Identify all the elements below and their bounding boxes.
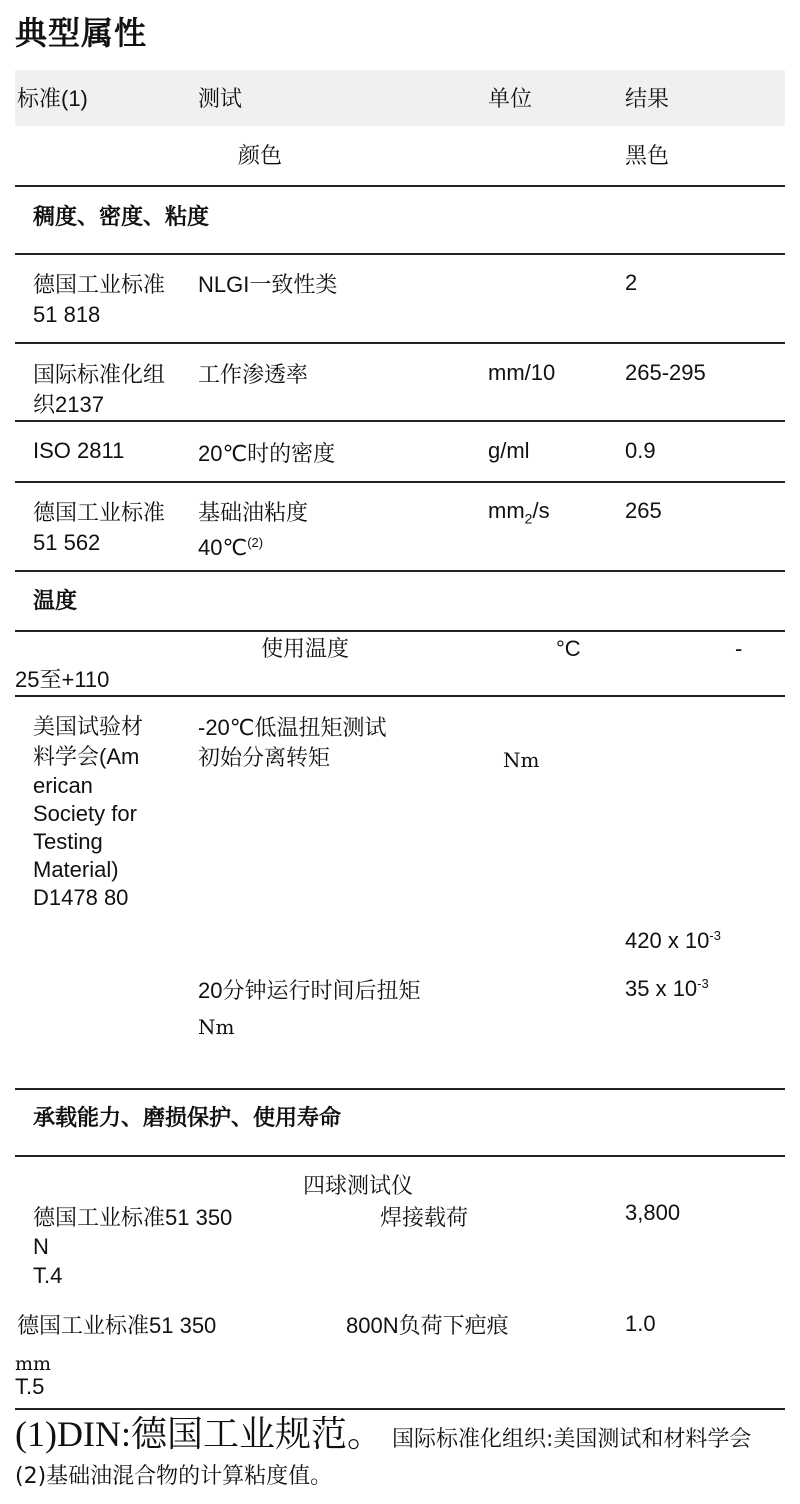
section-load: 承载能力、磨损保护、使用寿命 xyxy=(33,1105,342,1130)
density-test: 20℃时的密度 xyxy=(198,441,336,466)
viscosity-unit: $mm_2/s$ xyxy=(488,498,550,527)
astm-standard-line5: Testing xyxy=(33,829,103,854)
divider xyxy=(15,1155,785,1157)
nlgi-standard-line2: 51 818 xyxy=(33,302,101,327)
viscosity-test-line1: 基础油粘度 xyxy=(198,500,309,525)
viscosity-standard-line2: 51 562 xyxy=(33,530,101,555)
viscosity-test-line2: 40℃$^{(2)}$ xyxy=(198,535,264,560)
divider xyxy=(15,630,785,632)
header-unit: 单位 xyxy=(488,86,533,111)
section-consistency: 稠度、密度、粘度 xyxy=(33,204,210,229)
astm-test2: 20分钟运行时间后扭矩 xyxy=(198,978,421,1003)
penetration-result: 265-295 xyxy=(625,360,706,385)
service-temp-test: 使用温度 xyxy=(261,636,350,661)
header-standard: 标准(1) xyxy=(17,86,88,111)
header-test: 测试 xyxy=(198,86,243,111)
astm-result1: 420 x $10^{-3}$ xyxy=(625,928,721,953)
nlgi-standard-line1: 德国工业标准 xyxy=(33,272,166,297)
wear-scar-unit: mm xyxy=(15,1353,52,1375)
wear-scar-table-ref: T.5 xyxy=(15,1374,45,1399)
weld-load-unit: N xyxy=(33,1234,49,1259)
divider xyxy=(15,1408,785,1410)
wear-scar-standard: 德国工业标准51 350 xyxy=(17,1313,217,1338)
astm-unit1: Nm xyxy=(503,748,540,772)
wear-scar-result: 1.0 xyxy=(625,1311,656,1336)
astm-unit2: Nm xyxy=(198,1015,235,1039)
service-temp-unit: °C xyxy=(556,636,581,661)
footnote-1-rest: 国际标准化组织:美国测试和材料学会 xyxy=(391,1427,752,1452)
astm-standard-line2: 料学会(Am xyxy=(33,744,140,769)
page-title: 典型属性 xyxy=(15,14,148,52)
astm-standard-line6: Material) xyxy=(33,857,119,882)
penetration-unit: mm/10 xyxy=(488,360,556,385)
penetration-standard-line1: 国际标准化组 xyxy=(33,362,166,387)
astm-test-line1: -20℃低温扭矩测试 xyxy=(198,715,387,740)
penetration-standard-line2: 织2137 xyxy=(33,392,104,417)
divider xyxy=(15,342,785,344)
weld-load-result: 3,800 xyxy=(625,1200,681,1225)
footnote-2: (2)基础油混合物的计算粘度值。 xyxy=(15,1464,333,1489)
weld-load-table-ref: T.4 xyxy=(33,1263,63,1288)
astm-standard-line1: 美国试验材 xyxy=(33,714,144,739)
divider xyxy=(15,253,785,255)
viscosity-standard-line1: 德国工业标准 xyxy=(33,500,166,525)
weld-load-test-line1: 四球测试仪 xyxy=(303,1173,414,1198)
weld-load-standard: 德国工业标准51 350 xyxy=(33,1205,233,1230)
divider xyxy=(15,481,785,483)
density-result: 0.9 xyxy=(625,438,656,463)
table-header-bar xyxy=(15,70,785,126)
density-unit: g/ml xyxy=(488,438,530,463)
color-result: 黑色 xyxy=(625,143,670,168)
astm-result2: 35 x $10^{-3}$ xyxy=(625,976,709,1001)
footnote-1-main: (1)DIN:德国工业规范。 xyxy=(15,1414,383,1454)
footnote-1 xyxy=(15,1412,751,1462)
section-temperature: 温度 xyxy=(33,588,78,613)
astm-standard-line3: erican xyxy=(33,773,93,798)
divider xyxy=(15,420,785,422)
nlgi-result: 2 xyxy=(625,270,638,295)
weld-load-test-line2: 焊接载荷 xyxy=(380,1205,469,1230)
nlgi-test: NLGI一致性类 xyxy=(198,272,338,297)
astm-test-line2: 初始分离转矩 xyxy=(198,745,331,770)
divider xyxy=(15,695,785,697)
service-temp-result-sign: - xyxy=(735,636,743,661)
penetration-test: 工作渗透率 xyxy=(198,362,309,387)
astm-standard-line7: D1478 80 xyxy=(33,885,129,910)
density-standard: ISO 2811 xyxy=(33,438,125,463)
color-test: 颜色 xyxy=(238,143,283,168)
header-result: 结果 xyxy=(625,86,670,111)
astm-standard-line4: Society for xyxy=(33,801,137,826)
divider xyxy=(15,570,785,572)
divider xyxy=(15,185,785,187)
service-temp-result: 25至+110 xyxy=(15,667,110,692)
viscosity-result: 265 xyxy=(625,498,662,523)
divider xyxy=(15,1088,785,1090)
wear-scar-test: 800N负荷下疤痕 xyxy=(346,1313,509,1338)
footnote-ref: (2) xyxy=(247,535,264,550)
